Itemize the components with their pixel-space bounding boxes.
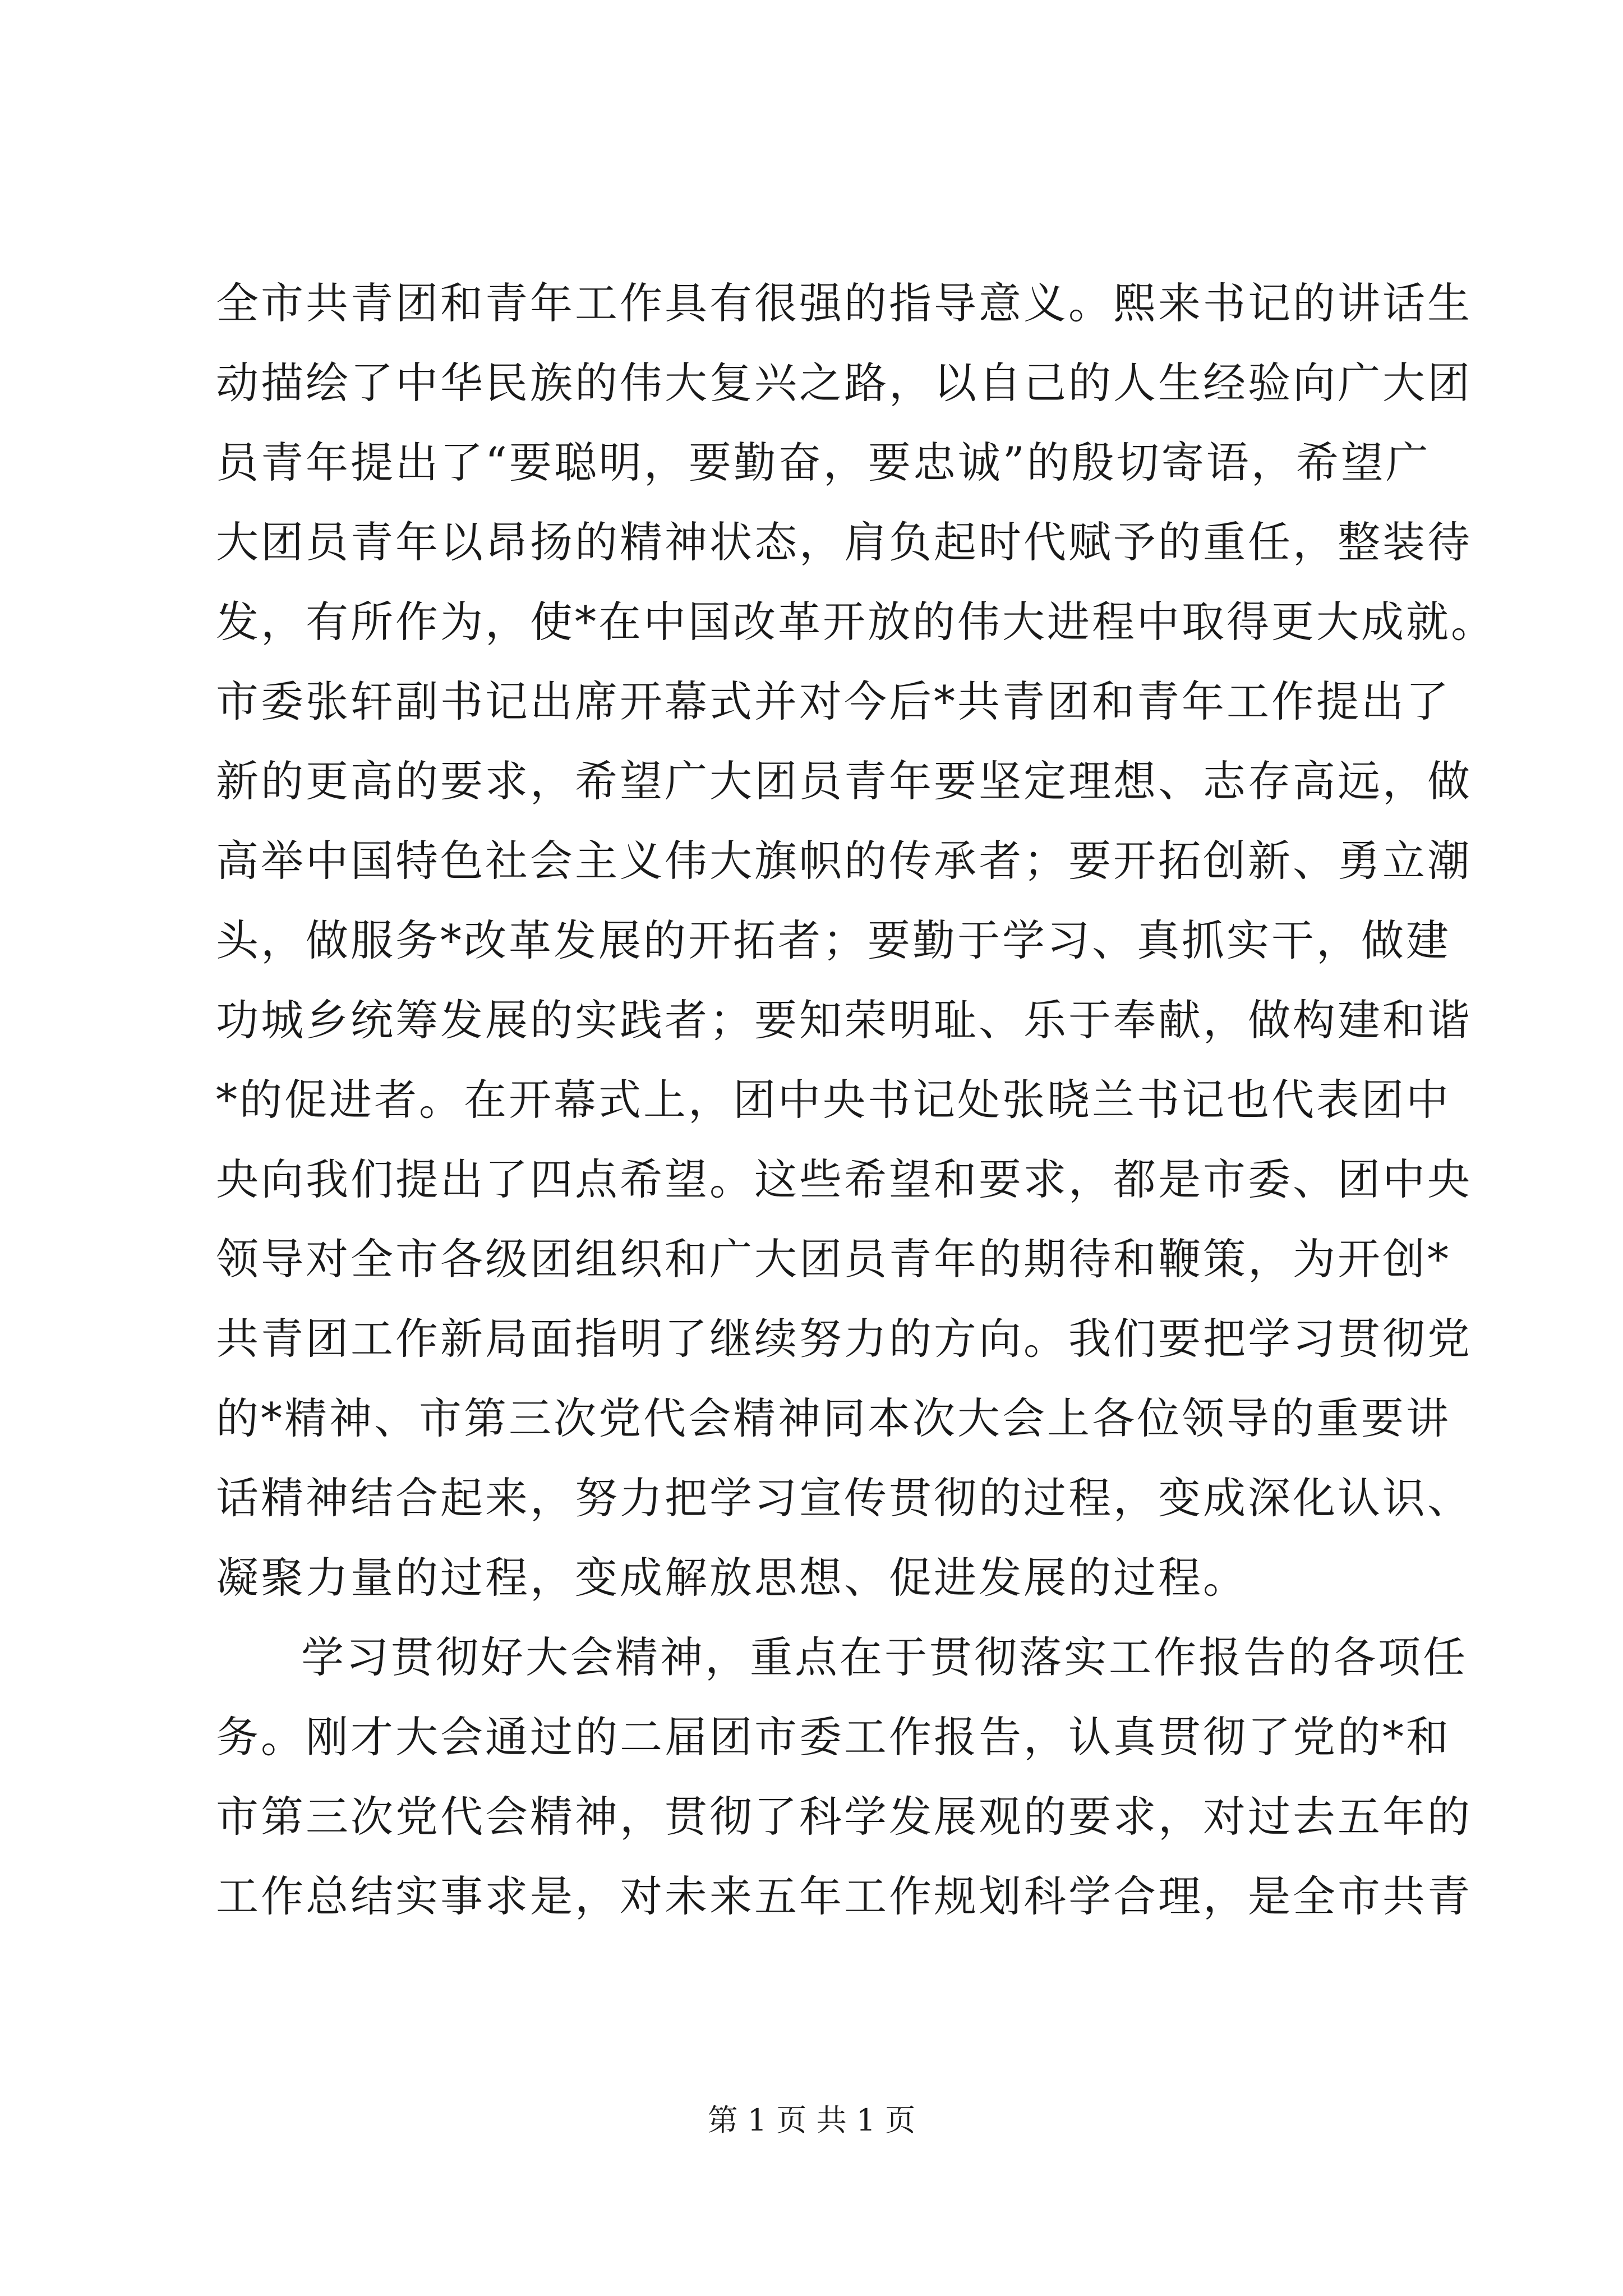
text-line: 的*精神、市第三次党代会精神同本次大会上各位领导的重要讲 (216, 1393, 1451, 1443)
text-line: 发，有所作为，使*在中国改革开放的伟大进程中取得更大成就。 (216, 597, 1496, 647)
text-line: 全市共青团和青年工作具有很强的指导意义。熙来书记的讲话生 (216, 278, 1472, 328)
document-body (216, 264, 1496, 1936)
text-line: 市第三次党代会精神，贯彻了科学发展观的要求，对过去五年的 (216, 1792, 1472, 1842)
text-line: 功城乡统筹发展的实践者；要知荣明耻、乐于奉献，做构建和谐 (216, 995, 1472, 1045)
text-line: 高举中国特色社会主义伟大旗帜的传承者；要开拓创新、勇立潮 (216, 836, 1472, 886)
text-line: *的促进者。在开幕式上，团中央书记处张晓兰书记也代表团中 (216, 1075, 1451, 1125)
text-line: 新的更高的要求，希望广大团员青年要坚定理想、志存高远，做 (216, 756, 1472, 806)
text-line: 市委张轩副书记出席开幕式并对今后*共青团和青年工作提出了 (216, 677, 1451, 726)
text-line: 大团员青年以昂扬的精神状态，肩负起时代赋予的重任，整装待 (216, 517, 1472, 567)
text-line: 动描绘了中华民族的伟大复兴之路，以自己的人生经验向广大团 (216, 358, 1472, 408)
text-line: 凝聚力量的过程，变成解放思想、促进发展的过程。 (216, 1553, 1248, 1603)
text-line: 头，做服务*改革发展的开拓者；要勤于学习、真抓实干，做建 (216, 915, 1451, 965)
text-line: 话精神结合起来，努力把学习宣传贯彻的过程，变成深化认识、 (216, 1473, 1472, 1523)
text-line: 央向我们提出了四点希望。这些希望和要求，都是市委、团中央 (216, 1154, 1472, 1204)
paragraph-start-line: 学习贯彻好大会精神，重点在于贯彻落实工作报告的各项任 (301, 1632, 1468, 1682)
text-line: 共青团工作新局面指明了继续努力的方向。我们要把学习贯彻党 (216, 1314, 1472, 1364)
page-footer: 第 1 页 共 1 页 (707, 2102, 916, 2138)
text-line: 务。刚才大会通过的二届团市委工作报告，认真贯彻了党的*和 (216, 1712, 1451, 1762)
text-line: 领导对全市各级团组织和广大团员青年的期待和鞭策，为开创* (216, 1234, 1451, 1284)
text-line: 工作总结实事求是，对未来五年工作规划科学合理，是全市共青 (216, 1871, 1472, 1921)
text-line: 员青年提出了“要聪明，要勤奋，要忠诚”的殷切寄语，希望广 (216, 438, 1431, 487)
